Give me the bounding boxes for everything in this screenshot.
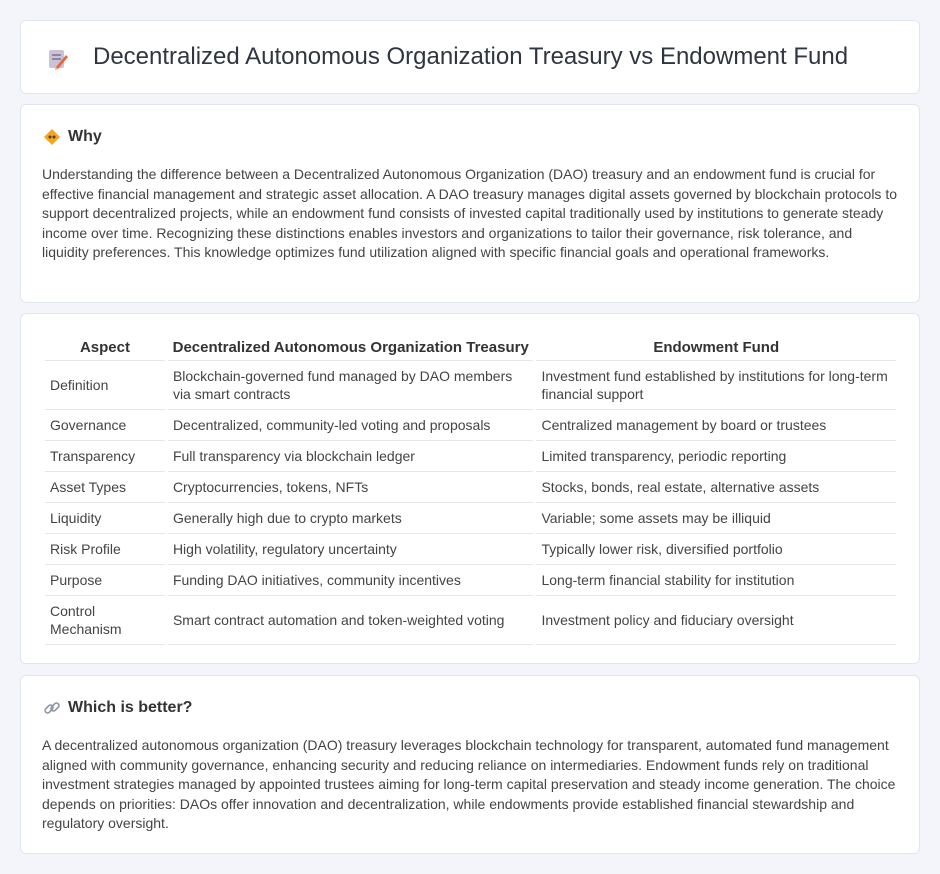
- header-endowment-fund: Endowment Fund: [536, 335, 896, 361]
- title-card: [20, 20, 920, 94]
- dao-cell: High volatility, regulatory uncertainty: [168, 534, 534, 565]
- better-heading: Which is better?: [68, 699, 193, 716]
- aspect-cell: Risk Profile: [45, 534, 165, 565]
- table-row: [45, 534, 896, 565]
- table-row: [45, 596, 896, 645]
- endowment-cell: Limited transparency, periodic reporting: [536, 441, 896, 472]
- dao-cell: Smart contract automation and token-weighted voting: [168, 596, 534, 645]
- why-header: [43, 125, 102, 149]
- table-row: [45, 361, 896, 410]
- link-icon: [43, 699, 61, 717]
- table-row: [45, 441, 896, 472]
- comparison-section: [20, 313, 920, 664]
- aspect-cell: Control Mechanism: [45, 596, 165, 645]
- endowment-cell: Variable; some assets may be illiquid: [536, 503, 896, 534]
- aspect-cell: Transparency: [45, 441, 165, 472]
- aspect-cell: Purpose: [45, 565, 165, 596]
- table-row: [45, 565, 896, 596]
- aspect-cell: Liquidity: [45, 503, 165, 534]
- header-aspect: Aspect: [45, 335, 165, 361]
- header-dao-treasury: Decentralized Autonomous Organization Treasury: [168, 335, 534, 361]
- why-text: Understanding the difference between a Decentralized Autonomous Organization (DAO) treasury and an endowment fund is crucial for effective financial management and strategic asset allocation. A DAO treasury manages digital assets governed by blockchain protocols to support decentralized projects, while an endowment fund consists of invested capital traditionally used by institutions to generate steady income over time. Recognizing these distinctions enables investors and organizations to tailor their governance, risk tolerance, and liquidity preferences. This knowledge optimizes fund utilization aligned with specific financial goals and operational frameworks.: [42, 166, 897, 261]
- why-section: [20, 104, 920, 303]
- better-text: A decentralized autonomous organization (DAO) treasury leverages blockchain technology for transparent, automated fund management aligned with community governance, enhancing security and reducing reliance on intermediaries. Endowment funds rely on traditional investment strategies managed by appointed trustees aiming for long-term capital preservation and steady income generation. The choice depends on priorities: DAOs offer innovation and decentralization, while endowments provide established financial stewardship and regulatory oversight.: [42, 737, 896, 832]
- aspect-cell: Governance: [45, 410, 165, 441]
- endowment-cell: Investment policy and fiduciary oversight: [536, 596, 896, 645]
- endowment-cell: Typically lower risk, diversified portfolio: [536, 534, 896, 565]
- better-header: [43, 696, 192, 720]
- dao-cell: Funding DAO initiatives, community incentives: [168, 565, 534, 596]
- table-row: [45, 410, 896, 441]
- diamond-sign-icon: [43, 128, 61, 146]
- document-pencil-icon: [47, 47, 69, 71]
- table-header-row: [45, 335, 896, 361]
- table-row: [45, 472, 896, 503]
- dao-cell: Cryptocurrencies, tokens, NFTs: [168, 472, 534, 503]
- endowment-cell: Investment fund established by institutions for long-term financial support: [536, 361, 896, 410]
- why-heading: Why: [68, 128, 102, 145]
- table-row: [45, 503, 896, 534]
- aspect-cell: Definition: [45, 361, 165, 410]
- comparison-table: [42, 335, 899, 645]
- endowment-cell: Stocks, bonds, real estate, alternative assets: [536, 472, 896, 503]
- page-title: Decentralized Autonomous Organization Treasury vs Endowment Fund: [93, 43, 849, 70]
- which-is-better-section: [20, 675, 920, 854]
- dao-cell: Full transparency via blockchain ledger: [168, 441, 534, 472]
- aspect-cell: Asset Types: [45, 472, 165, 503]
- dao-cell: Generally high due to crypto markets: [168, 503, 534, 534]
- endowment-cell: Centralized management by board or trustees: [536, 410, 896, 441]
- dao-cell: Blockchain-governed fund managed by DAO members via smart contracts: [168, 361, 534, 410]
- endowment-cell: Long-term financial stability for institution: [536, 565, 896, 596]
- dao-cell: Decentralized, community-led voting and proposals: [168, 410, 534, 441]
